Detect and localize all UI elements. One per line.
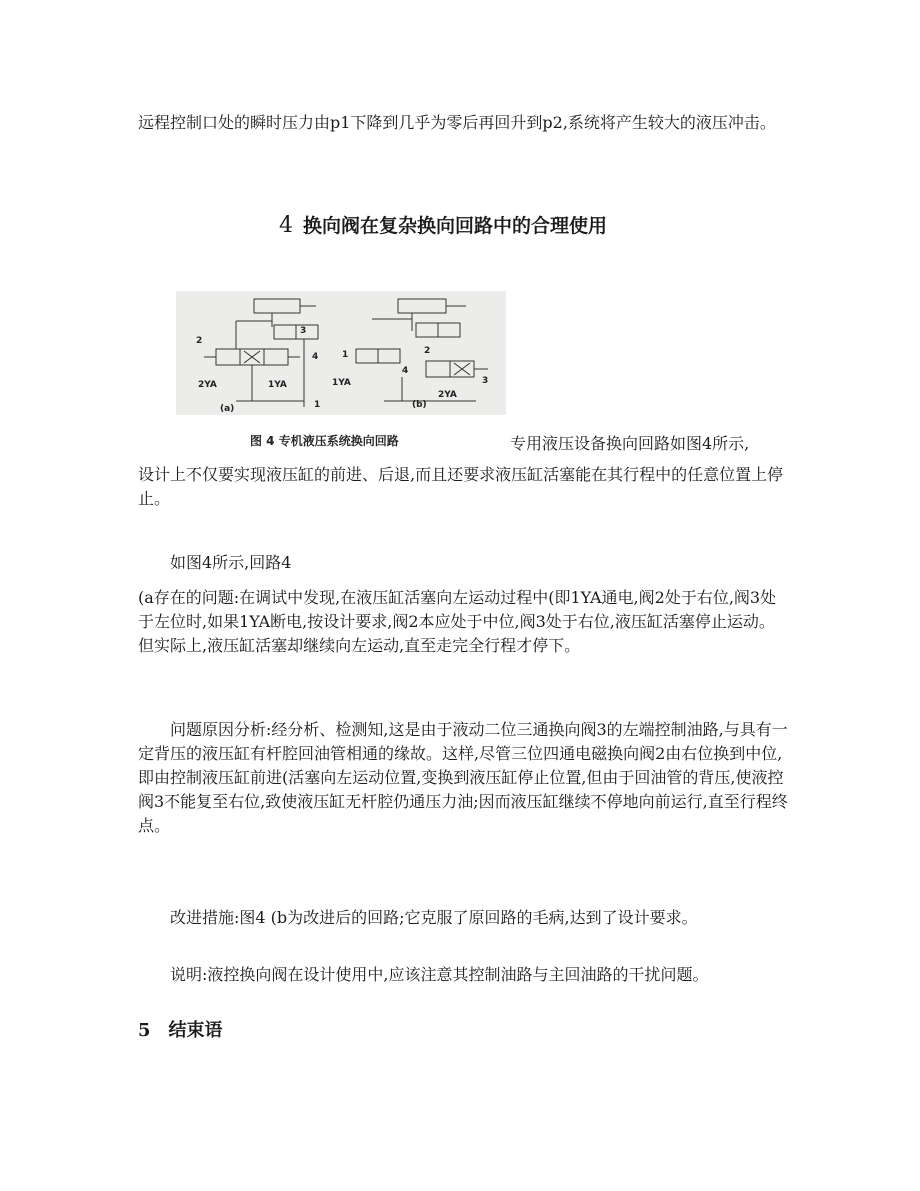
- paragraph-hydraulic-shock: 远程控制口处的瞬时压力由p1下降到几乎为零后再回升到p2,系统将产生较大的液压冲击。: [138, 113, 776, 132]
- label-a-2ya: 2YA: [198, 380, 217, 390]
- label-a-sub: (a): [220, 404, 235, 414]
- label-b-3: 3: [482, 376, 489, 386]
- label-a-1: 1: [314, 400, 321, 410]
- label-b-4: 4: [402, 366, 409, 376]
- label-b-2ya: 2YA: [438, 390, 457, 400]
- section-4-title: 换向阀在复杂换向回路中的合理使用: [303, 215, 608, 237]
- label-a-4: 4: [312, 352, 319, 362]
- section-4-number: 4: [279, 213, 293, 238]
- label-b-sub: (b): [412, 400, 427, 410]
- label-b-1: 1: [342, 350, 349, 360]
- paragraph-problem-lead: 如图4所示,回路4: [170, 553, 292, 572]
- paragraph-problem: (a存在的问题:在调试中发现,在液压缸活塞向左运动过程中(即1YA通电,阀2处于右位,阀3处于左位时,如果1YA断电,按设计要求,阀2本应处于中位,阀3处于右位,液压缸活塞停止运动。但实际上,液压缸活塞却继续向左运动,直至走完全行程才停下。: [138, 588, 777, 655]
- figure-4-caption: 图 4 专机液压系统换向回路: [250, 434, 399, 448]
- label-a-1ya: 1YA: [268, 380, 287, 390]
- label-b-1ya: 1YA: [332, 378, 351, 388]
- section-5-number: 5: [138, 1020, 151, 1041]
- paragraph-improvement: 改进措施:图4 (b为改进后的回路;它克服了原回路的毛病,达到了设计要求。: [170, 908, 698, 927]
- figure-4-hydraulic-circuit: [176, 291, 506, 415]
- paragraph-intro-first-line: 专用液压设备换向回路如图4所示,: [510, 434, 750, 453]
- section-5-heading: [138, 1016, 223, 1042]
- paragraph-note: 说明:液控换向阀在设计使用中,应该注意其控制油路与主回油路的干扰问题。: [170, 965, 709, 984]
- section-5-title: 结束语: [168, 1020, 223, 1041]
- label-a-3: 3: [300, 326, 307, 336]
- paragraph-intro-rest: 设计上不仅要实现液压缸的前进、后退,而且还要求液压缸活塞能在其行程中的任意位置上停止。: [138, 465, 784, 508]
- label-a-2: 2: [196, 336, 203, 346]
- section-4-heading: [279, 211, 607, 238]
- label-b-2: 2: [424, 346, 431, 356]
- paragraph-cause-analysis: 问题原因分析:经分析、检测知,这是由于液动二位三通换向阀3的左端控制油路,与具有一定背压的液压缸有杆腔回油管相通的缘故。这样,尽管三位四通电磁换向阀2由右位换到中位,即由控制液压缸前进(活塞向左运动位置,变换到液压缸停止位置,但由于回油管的背压,使液控阀3不能复至右位,致使液压缸无杆腔仍通压力油;因而液压缸继续不停地向前运行,直至行程终点。: [138, 720, 788, 835]
